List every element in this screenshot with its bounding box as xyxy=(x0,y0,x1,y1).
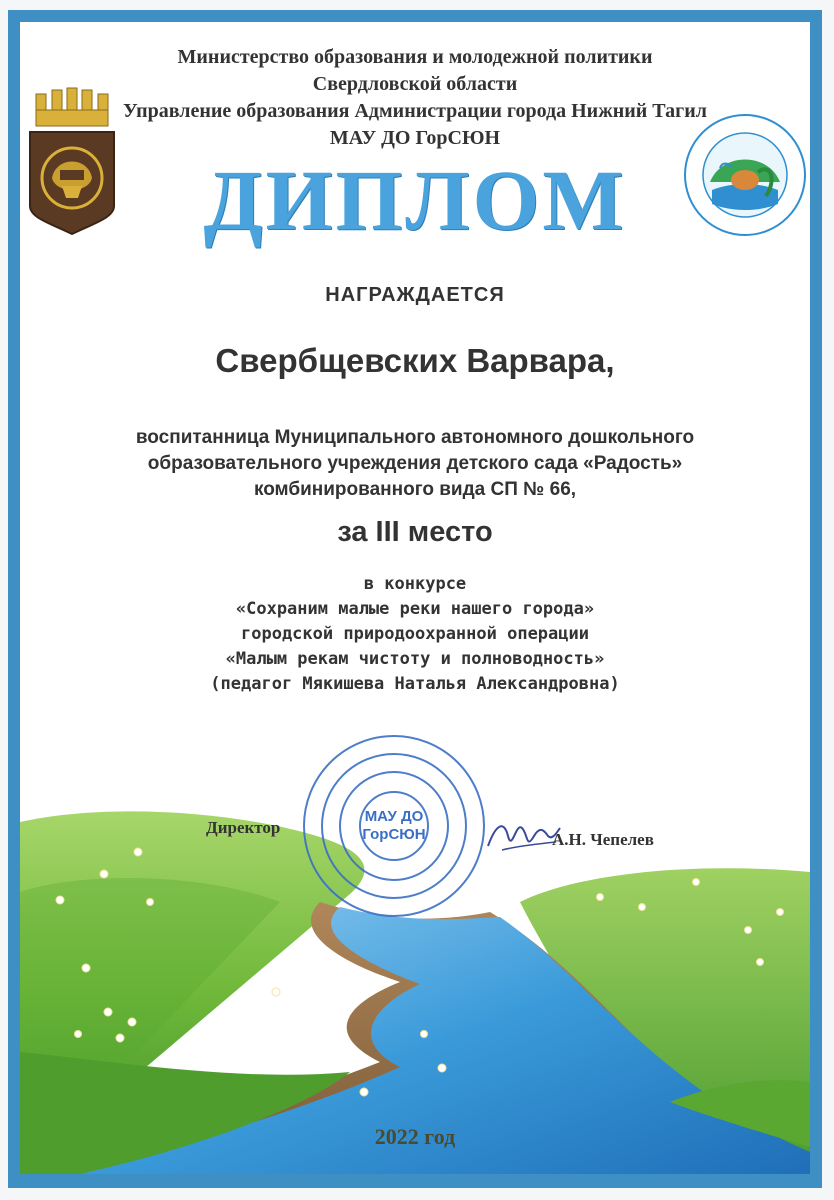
contest-line-1: в конкурсе xyxy=(363,574,467,594)
description-line-3: комбинированного вида СП № 66, xyxy=(253,479,577,500)
seal-center-line-2: ГорСЮН xyxy=(362,826,426,843)
contest-line-2: «Сохраним малые реки нашего города» xyxy=(235,599,595,619)
ministry-line: Министерство образования и молодежной политики xyxy=(177,46,653,68)
year-label: 2022 год xyxy=(374,1124,456,1149)
diploma-title: ДИПЛОМ xyxy=(203,152,627,248)
contest-line-4: «Малым рекам чистоту и полноводность» xyxy=(225,649,605,669)
diploma-sheet xyxy=(20,22,810,1174)
region-line: Свердловской области xyxy=(312,73,518,95)
contest-line-3: городской природоохранной операции xyxy=(241,624,589,644)
round-seal-stamp xyxy=(300,732,488,920)
director-label: Директор xyxy=(206,818,281,837)
description-line-2: образовательного учреждения детского сада «Радость» xyxy=(147,453,683,474)
director-name: А.Н. Чепелев xyxy=(552,830,654,849)
seal-center-line-1: МАУ ДО xyxy=(364,808,424,825)
recipient-name: Свербщевских Варвара, xyxy=(215,342,615,379)
institution-line: МАУ ДО ГорСЮН xyxy=(329,127,501,149)
description-line-1: воспитанница Муниципального автономного дошкольного xyxy=(135,427,695,448)
place-award: за III место xyxy=(337,516,493,548)
contest-line-5: (педагог Мякишева Наталья Александровна) xyxy=(210,674,620,694)
awarded-label: НАГРАЖДАЕТСЯ xyxy=(325,284,505,306)
handwritten-signature xyxy=(482,806,562,862)
administration-line: Управление образования Администрации города Нижний Тагил xyxy=(123,100,707,122)
